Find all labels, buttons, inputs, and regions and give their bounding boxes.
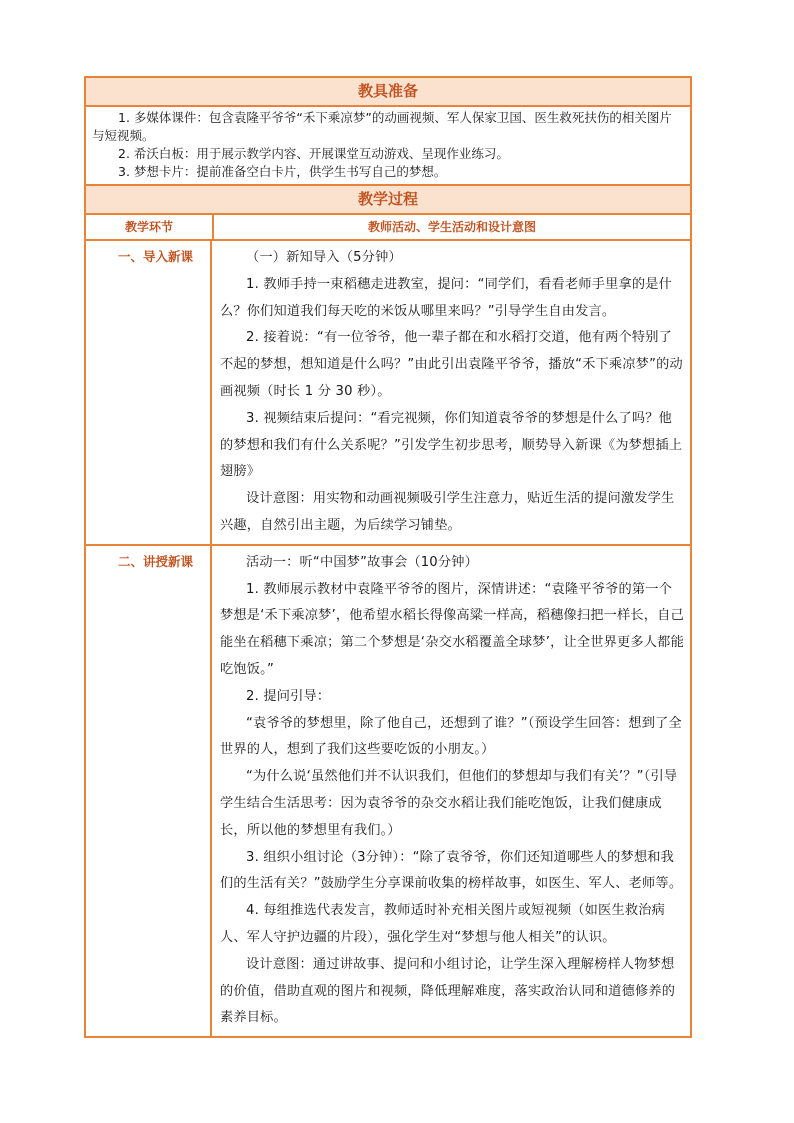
stage-label: 一、导入新课 bbox=[86, 241, 212, 544]
content-column-header: 教师活动、学生活动和设计意图 bbox=[367, 220, 536, 234]
stage-label: 二、讲授新课 bbox=[86, 546, 212, 1036]
paragraph: 2. 提问引导： bbox=[246, 688, 331, 704]
paragraph: 1. 教师手持一束稻穗走进教室，提问：“同学们，看看老师手里拿的是什么？你们知道我们每天吃的米饭从哪里来吗？”引导学生自由发言。 bbox=[220, 276, 673, 319]
paragraph: （一）新知导入（5分钟） bbox=[246, 250, 402, 265]
paragraph: “袁爷爷的梦想里，除了他自己，还想到了谁？”（预设学生回答：想到了全世界的人，想到了我们这些要吃饭的小朋友。） bbox=[220, 715, 682, 758]
paragraph: 4. 每组推选代表发言，教师适时补充相关图片或短视频（如医生救治病人、军人守护边疆的片段），强化学生对“梦想与他人相关”的认识。 bbox=[220, 903, 665, 945]
paragraph: 活动一：听“中国梦”故事会（10分钟） bbox=[246, 554, 479, 570]
prep-item: 1. 多媒体课件：包含袁隆平爷爷“禾下乘凉梦”的动画视频、军人保家卫国、医生救死扶伤的相关图片与短视频。 bbox=[92, 110, 672, 143]
section-content bbox=[212, 546, 690, 1036]
process-header-row bbox=[86, 215, 690, 241]
design-intent: 设计意图：用实物和动画视频吸引学生注意力，贴近生活的提问激发学生兴趣，自然引出主题，为后续学习铺垫。 bbox=[220, 491, 675, 533]
section-content bbox=[212, 241, 690, 544]
paragraph: 3. 组织小组讨论（3分钟）：“除了袁爷爷，你们还知道哪些人的梦想和我们的生活有关？”鼓励学生分享课前收集的榜样故事，如医生、军人、老师等。 bbox=[220, 849, 683, 892]
stage-column-header: 教学环节 bbox=[86, 215, 214, 239]
prep-title: 教具准备 bbox=[86, 78, 690, 107]
prep-item: 2. 希沃白板：用于展示教学内容、开展课堂互动游戏、呈现作业练习。 bbox=[118, 146, 509, 161]
section-row bbox=[86, 544, 690, 1036]
paragraph: 3. 视频结束后提问：“看完视频，你们知道袁爷爷的梦想是什么了吗？他的梦想和我们有什么关系呢？”引发学生初步思考，顺势导入新课《为梦想插上翅膀》 bbox=[220, 410, 683, 480]
paragraph: 2. 接着说：“有一位爷爷，他一辈子都在和水稻打交道，他有两个特别了不起的梦想，想知道是什么吗？”由此引出袁隆平爷爷，播放“禾下乘凉梦”的动画视频（时长 1 分 30 秒）。 bbox=[220, 330, 683, 399]
design-intent: 设计意图：通过讲故事、提问和小组讨论，让学生深入理解榜样人物梦想的价值，借助直观的图片和视频，降低理解难度，落实政治认同和道德修养的素养目标。 bbox=[220, 956, 676, 1026]
section-row bbox=[86, 241, 690, 544]
lesson-plan-table bbox=[84, 76, 692, 1038]
prep-list bbox=[86, 107, 690, 186]
process-title: 教学过程 bbox=[86, 186, 690, 215]
paragraph: “为什么说‘虽然他们并不认识我们，但他们的梦想却与我们有关’？”（引导学生结合生活思考：因为袁爷爷的杂交水稻让我们能吃饱饭，让我们健康成长，所以他的梦想里有我们。） bbox=[220, 769, 678, 838]
paragraph: 1. 教师展示教材中袁隆平爷爷的图片，深情讲述：“袁隆平爷爷的第一个梦想是‘禾下乘凉梦’，他希望水稻长得像高粱一样高，稻穗像扫把一样长，自己能坐在稻穗下乘凉；第二个梦想是‘杂交水稻覆盖全球梦’，让全世界更多人都能吃饱饭。” bbox=[220, 581, 684, 677]
prep-item: 3. 梦想卡片：提前准备空白卡片，供学生书写自己的梦想。 bbox=[118, 164, 447, 179]
